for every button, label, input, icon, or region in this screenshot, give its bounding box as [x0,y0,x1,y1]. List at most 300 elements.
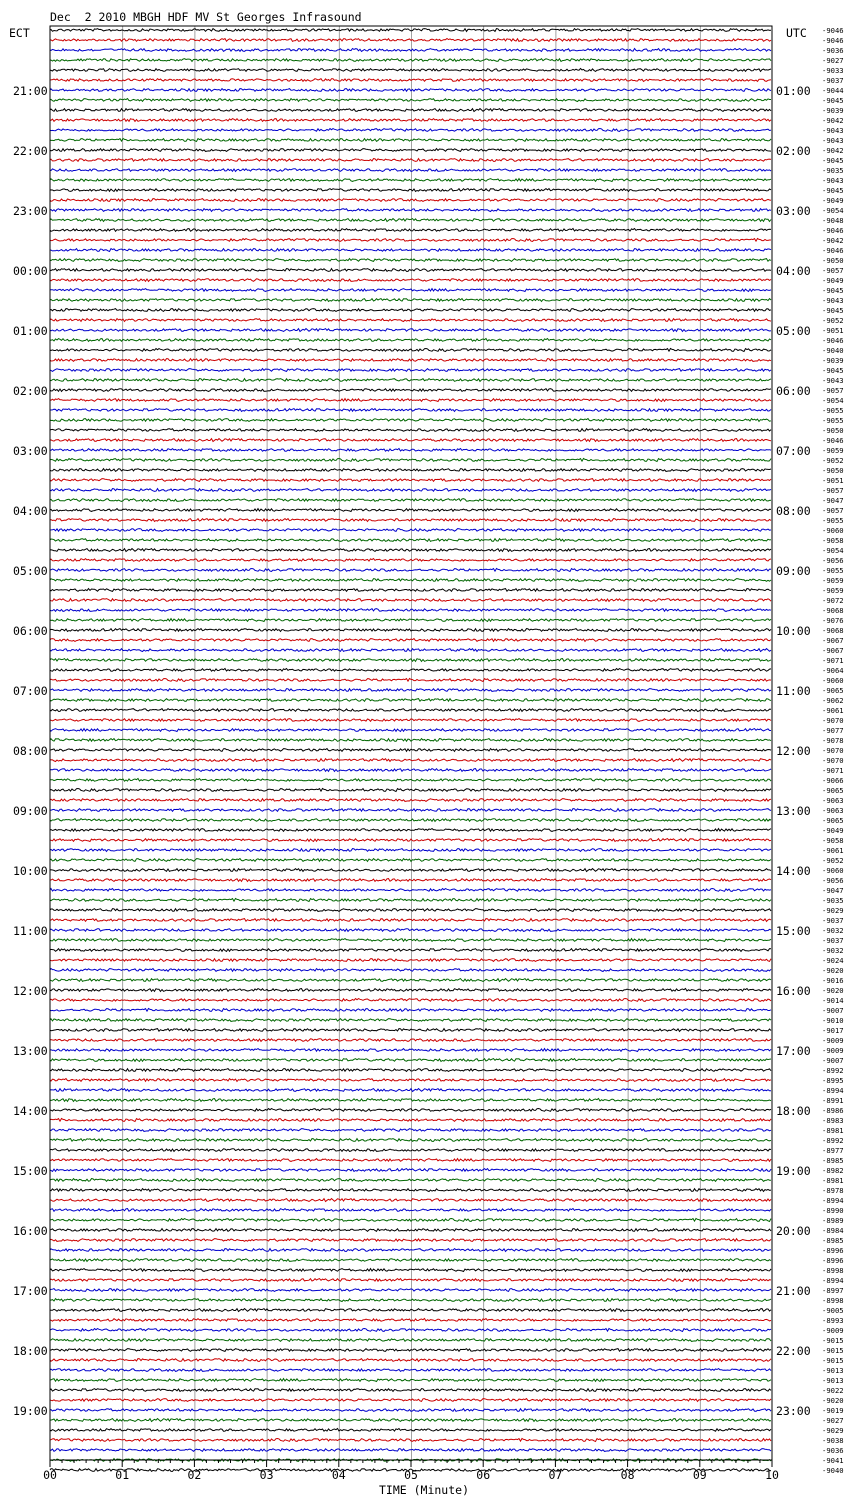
trace-line [50,929,771,932]
trace-offset-label: -9017 [822,1026,844,1035]
trace-offset-label: -9052 [822,316,844,325]
right-hour-label: 20:00 [776,1224,811,1238]
trace-line [50,839,771,842]
trace-offset-label: -9045 [822,186,844,195]
trace-line [50,309,771,312]
trace-offset-label: -9042 [822,236,844,245]
trace-line [50,59,771,62]
trace-line [50,879,771,882]
trace-line [50,699,771,702]
trace-offset-label: -9065 [822,816,844,825]
trace-line [50,1009,771,1012]
trace-offset-label: -9050 [822,466,844,475]
trace-line [50,199,771,202]
trace-offset-label: -9035 [822,896,844,905]
trace-line [50,1319,771,1322]
right-axis-label: UTC [786,26,807,40]
right-hour-label: 10:00 [776,624,811,638]
trace-line [50,519,771,522]
trace-offset-label: -9070 [822,716,844,725]
trace-offset-label: -8993 [822,1316,844,1325]
trace-line [50,1089,771,1092]
trace-group [50,29,771,1472]
trace-line [50,1189,771,1192]
trace-line [50,369,771,372]
trace-line [50,509,771,512]
trace-offset-label: -9077 [822,726,844,735]
left-hour-label: 05:00 [13,564,48,578]
trace-line [50,1129,771,1132]
trace-line [50,589,771,592]
right-hour-label: 23:00 [776,1404,811,1418]
trace-offset-label: -9055 [822,566,844,575]
trace-offset-label: -9054 [822,396,844,405]
trace-offset-label: -9064 [822,666,844,675]
trace-line [50,339,771,342]
chart-gridlines [123,26,701,1460]
trace-line [50,1219,771,1222]
trace-line [50,1039,771,1042]
trace-offset-label: -9042 [822,116,844,125]
trace-line [50,419,771,422]
trace-offset-label: -9062 [822,696,844,705]
trace-offset-label: -9050 [822,256,844,265]
trace-offset-label: -9035 [822,166,844,175]
trace-line [50,69,771,72]
trace-offset-label: -9042 [822,146,844,155]
trace-offset-label: -9013 [822,1366,844,1375]
trace-offset-label: -9078 [822,736,844,745]
trace-line [50,569,771,572]
trace-line [50,919,771,922]
right-hour-label: 12:00 [776,744,811,758]
trace-offset-label: -9070 [822,746,844,755]
left-hour-label: 01:00 [13,324,48,338]
trace-offset-label: -8977 [822,1146,844,1155]
trace-offset-label: -9039 [822,106,844,115]
trace-offset-label: -9060 [822,526,844,535]
plot-frame [50,26,772,1460]
trace-offset-label: -9061 [822,706,844,715]
trace-offset-label: -9045 [822,96,844,105]
trace-offset-label: -9009 [822,1326,844,1335]
trace-offset-label: -9009 [822,1036,844,1045]
trace-line [50,1389,771,1392]
trace-offset-label: -9032 [822,926,844,935]
left-hour-label: 02:00 [13,384,48,398]
trace-line [50,969,771,972]
trace-line [50,99,771,102]
left-hour-label: 07:00 [13,684,48,698]
right-hour-label: 16:00 [776,984,811,998]
trace-line [50,1349,771,1352]
left-hour-label: 13:00 [13,1044,48,1058]
trace-offset-label: -9033 [822,66,844,75]
trace-offset-label: -8992 [822,1136,844,1145]
trace-line [50,459,771,462]
trace-line [50,429,771,432]
trace-line [50,1119,771,1122]
trace-line [50,679,771,682]
trace-offset-label: -8985 [822,1156,844,1165]
trace-offset-label: -8983 [822,1116,844,1125]
x-tick-label: 07 [548,1468,563,1482]
trace-offset-label: -9037 [822,916,844,925]
left-hour-label: 15:00 [13,1164,48,1178]
trace-line [50,1309,771,1312]
trace-line [50,829,771,832]
trace-offset-label: -9043 [822,376,844,385]
trace-offset-label: -8994 [822,1196,844,1205]
right-hour-label: 14:00 [776,864,811,878]
left-hour-label: 16:00 [13,1224,48,1238]
trace-line [50,79,771,82]
left-hour-label: 03:00 [13,444,48,458]
trace-line [50,739,771,742]
trace-offset-label: -9057 [822,486,844,495]
x-tick-label: 02 [187,1468,202,1482]
trace-offset-label: -9046 [822,36,844,45]
trace-offset-label: -8989 [822,1216,844,1225]
trace-line [50,269,771,272]
left-axis-label: ECT [9,26,30,40]
trace-offset-label: -9066 [822,776,844,785]
trace-offset-label: -9059 [822,586,844,595]
left-hour-label: 14:00 [13,1104,48,1118]
trace-offset-label: -9040 [822,346,844,355]
trace-line [50,1139,771,1142]
trace-line [50,1429,771,1432]
trace-line [50,219,771,222]
trace-offset-label: -9076 [822,616,844,625]
right-hour-label: 09:00 [776,564,811,578]
trace-line [50,1409,771,1412]
trace-offset-label: -9032 [822,946,844,955]
trace-line [50,1159,771,1162]
trace-offset-label: -9063 [822,806,844,815]
trace-offset-label: -9014 [822,996,844,1005]
trace-line [50,1369,771,1372]
trace-offset-label: -9071 [822,656,844,665]
trace-offset-label: -9071 [822,766,844,775]
trace-offset-label: -9046 [822,246,844,255]
trace-offset-label: -8998 [822,1266,844,1275]
trace-line [50,1019,771,1022]
trace-line [50,1069,771,1072]
trace-line [50,779,771,782]
trace-offset-label: -9010 [822,1016,844,1025]
right-hour-label: 15:00 [776,924,811,938]
trace-line [50,939,771,942]
trace-line [50,529,771,532]
x-tick-label: 08 [620,1468,635,1482]
trace-line [50,649,771,652]
trace-line [50,389,771,392]
trace-offset-label: -8982 [822,1166,844,1175]
trace-line [50,759,771,762]
right-hour-label: 13:00 [776,804,811,818]
trace-line [50,819,771,822]
trace-offset-label: -9027 [822,1416,844,1425]
trace-offset-label: -8995 [822,1076,844,1085]
trace-line [50,599,771,602]
trace-offset-label: -8981 [822,1176,844,1185]
trace-offset-label: -9039 [822,356,844,365]
trace-offset-label: -9058 [822,536,844,545]
trace-line [50,949,771,952]
trace-line [50,609,771,612]
x-tick-label: 00 [43,1468,57,1482]
right-hour-label: 02:00 [776,144,811,158]
trace-line [50,349,771,352]
trace-offset-label: -9068 [822,626,844,635]
trace-line [50,109,771,112]
trace-line [50,329,771,332]
trace-line [50,1209,771,1212]
trace-line [50,539,771,542]
trace-offset-label: -9007 [822,1056,844,1065]
trace-offset-label: -8981 [822,1126,844,1135]
trace-line [50,669,771,672]
trace-line [50,1269,771,1272]
right-hour-label: 05:00 [776,324,811,338]
trace-line [50,889,771,892]
trace-offset-label: -9047 [822,886,844,895]
trace-line [50,129,771,132]
trace-line [50,559,771,562]
trace-offset-label: -9019 [822,1406,844,1415]
trace-offset-label: -9044 [822,86,844,95]
trace-line [50,379,771,382]
x-tick-label: 05 [404,1468,418,1482]
trace-offset-label: -9036 [822,46,844,55]
trace-line [50,319,771,322]
left-hour-label: 08:00 [13,744,48,758]
trace-line [50,689,771,692]
trace-offset-label: -9068 [822,606,844,615]
x-tick-label: 09 [692,1468,707,1482]
x-axis-label: TIME (Minute) [378,1483,470,1497]
right-hour-label: 17:00 [776,1044,811,1058]
trace-line [50,1099,771,1102]
trace-line [50,959,771,962]
x-tick-label: 03 [259,1468,274,1482]
trace-line [50,859,771,862]
trace-offset-label: -8996 [822,1256,844,1265]
trace-line [50,209,771,212]
left-hour-label: 00:00 [13,264,48,278]
trace-offset-label: -9015 [822,1346,844,1355]
trace-line [50,1149,771,1152]
left-hour-label: 17:00 [13,1284,48,1298]
trace-line [50,149,771,152]
left-hour-label: 12:00 [13,984,48,998]
trace-offset-label: -9037 [822,936,844,945]
trace-line [50,1339,771,1342]
trace-offset-label: -9065 [822,686,844,695]
trace-line [50,1229,771,1232]
trace-offset-label: -9037 [822,76,844,85]
trace-line [50,1439,771,1442]
trace-offset-label: -9043 [822,136,844,145]
trace-offset-label: -8978 [822,1186,844,1195]
trace-offset-label: -8984 [822,1226,844,1235]
trace-line [50,139,771,142]
trace-line [50,279,771,282]
trace-offset-label: -9005 [822,1306,844,1315]
trace-offset-label: -9046 [822,336,844,345]
trace-line [50,639,771,642]
trace-line [50,249,771,252]
trace-line [50,1049,771,1052]
trace-offset-label: -9067 [822,646,844,655]
trace-offset-label: -9009 [822,1046,844,1055]
trace-offset-label: -9050 [822,426,844,435]
right-hour-label: 06:00 [776,384,811,398]
trace-line [50,89,771,92]
trace-offset-label: -9045 [822,366,844,375]
trace-offset-label: -9060 [822,676,844,685]
trace-offset-label: -9045 [822,286,844,295]
trace-line [50,1239,771,1242]
left-hour-label: 18:00 [13,1344,48,1358]
trace-line [50,869,771,872]
trace-line [50,899,771,902]
trace-line [50,479,771,482]
trace-offset-label: -9059 [822,446,844,455]
left-hour-label: 21:00 [13,84,48,98]
trace-offset-label: -9054 [822,206,844,215]
trace-offset-label: -9038 [822,1436,844,1445]
trace-line [50,39,771,42]
trace-offset-label: -9055 [822,406,844,415]
trace-offset-label: -9020 [822,1396,844,1405]
trace-offset-label: -9065 [822,786,844,795]
trace-line [50,439,771,442]
trace-offset-label: -8996 [822,1246,844,1255]
trace-line [50,809,771,812]
trace-line [50,469,771,472]
right-hour-label: 18:00 [776,1104,811,1118]
trace-offset-label: -9013 [822,1376,844,1385]
trace-offset-label: -9020 [822,986,844,995]
trace-line [50,179,771,182]
trace-offset-label: -9046 [822,436,844,445]
trace-offset-label: -9063 [822,796,844,805]
trace-line [50,1109,771,1112]
trace-line [50,1169,771,1172]
trace-line [50,359,771,362]
trace-offset-label: -8998 [822,1296,844,1305]
right-hour-label: 22:00 [776,1344,811,1358]
trace-line [50,1059,771,1062]
trace-line [50,299,771,302]
x-tick-label: 01 [115,1468,130,1482]
trace-line [50,549,771,552]
trace-offset-label: -8986 [822,1106,844,1115]
trace-line [50,49,771,52]
trace-line [50,1199,771,1202]
trace-line [50,239,771,242]
trace-line [50,659,771,662]
trace-line [50,629,771,632]
trace-offset-label: -8992 [822,1066,844,1075]
trace-offset-label: -9048 [822,216,844,225]
trace-offset-label: -9055 [822,516,844,525]
left-hour-label: 06:00 [13,624,48,638]
x-tick-label: 04 [331,1468,346,1482]
trace-offset-label: -8985 [822,1236,844,1245]
trace-offset-label: -9058 [822,836,844,845]
trace-line [50,749,771,752]
trace-line [50,579,771,582]
right-hour-label: 19:00 [776,1164,811,1178]
trace-line [50,619,771,622]
trace-line [50,729,771,732]
trace-offset-label: -9052 [822,856,844,865]
x-tick-label: 06 [476,1468,491,1482]
trace-offset-label: -9057 [822,506,844,515]
trace-offset-label: -9007 [822,1006,844,1015]
right-hour-label: 21:00 [776,1284,811,1298]
trace-line [50,159,771,162]
trace-offset-label: -9067 [822,636,844,645]
trace-offset-label: -9051 [822,476,844,485]
left-hour-label: 04:00 [13,504,48,518]
trace-offset-label: -9046 [822,226,844,235]
right-hour-label: 03:00 [776,204,811,218]
right-hour-label: 01:00 [776,84,811,98]
trace-offset-label: -9051 [822,326,844,335]
trace-line [50,409,771,412]
trace-offset-label: -9029 [822,906,844,915]
right-hour-label: 08:00 [776,504,811,518]
left-hour-label: 09:00 [13,804,48,818]
trace-offset-label: -9024 [822,956,844,965]
trace-offset-label: -9047 [822,496,844,505]
left-hour-label: 19:00 [13,1404,48,1418]
trace-offset-label: -8994 [822,1086,844,1095]
trace-offset-label: -9027 [822,56,844,65]
trace-offset-label: -9060 [822,866,844,875]
trace-offset-label: -9036 [822,1446,844,1455]
chart-title: Dec 2 2010 MBGH HDF MV St Georges Infrasound [50,10,362,24]
right-hour-label: 11:00 [776,684,811,698]
trace-offset-label: -9045 [822,156,844,165]
trace-offset-label: -8990 [822,1206,844,1215]
trace-offset-label: -9041 [822,1456,844,1465]
trace-offset-label: -9054 [822,546,844,555]
trace-offset-label: -9015 [822,1336,844,1345]
trace-offset-label: -9055 [822,416,844,425]
trace-line [50,1249,771,1252]
trace-offset-label: -9029 [822,1426,844,1435]
trace-line [50,259,771,262]
trace-line [50,989,771,992]
trace-line [50,999,771,1002]
trace-line [50,1259,771,1262]
trace-line [50,709,771,712]
trace-line [50,769,771,772]
trace-line [50,449,771,452]
trace-line [50,189,771,192]
trace-line [50,1299,771,1302]
trace-line [50,1329,771,1332]
trace-line [50,909,771,912]
left-hour-label: 10:00 [13,864,48,878]
offset-labels [822,26,844,1475]
trace-offset-label: -8994 [822,1276,844,1285]
